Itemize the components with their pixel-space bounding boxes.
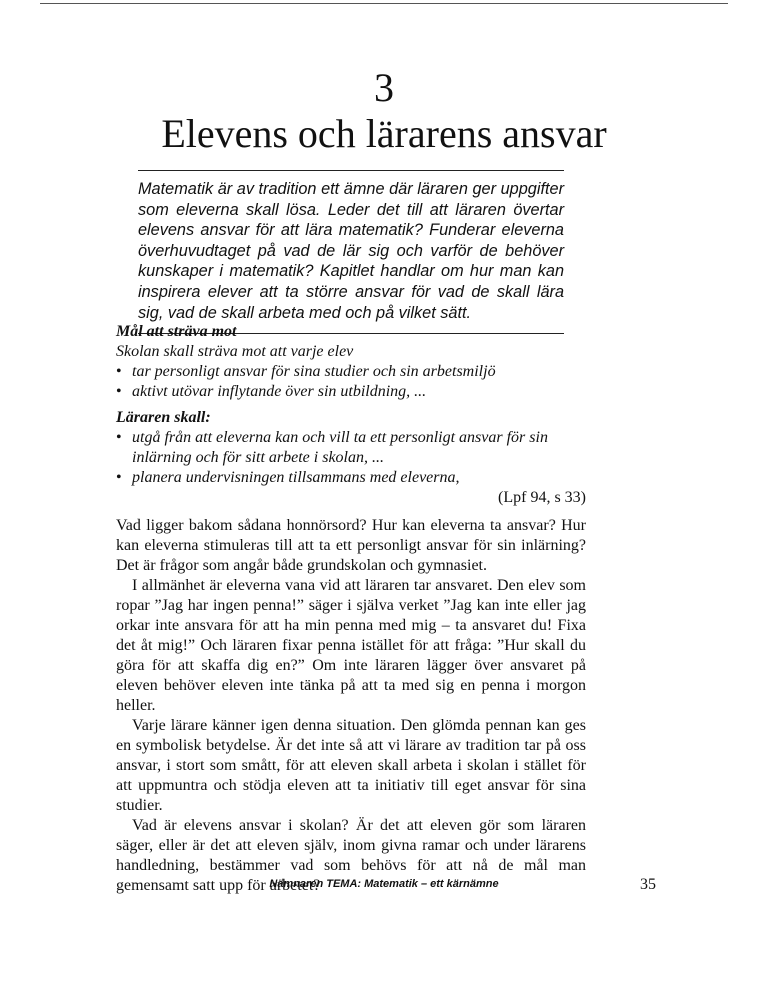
paragraph-4: Vad är elevens ansvar i skolan? Är det att eleven gör som läraren säger, eller är det att eleven själv, inom givna ramar och under lärarens handledning, bestämmer vad som behövs för att nå de mål man gemensamt satt upp för arbetet? [116,817,586,894]
goals-heading: Mål att sträva mot [116,323,237,340]
goals-item-1: • tar personligt ansvar för sina studier och sin arbetsmiljö [116,362,586,382]
top-rule [40,3,728,4]
teacher-list [116,428,586,488]
chapter-number: 3 [374,65,394,110]
body-text [116,322,586,896]
chapter-title: Elevens och lärarens ansvar [161,111,607,156]
teacher-item-2: • planera undervisningen tillsammans med eleverna, [116,468,586,488]
chapter-abstract [138,170,564,334]
paragraph-2: I allmänhet är eleverna vana vid att läraren tar ansvaret. Den elev som ropar ”Jag har ingen penna!” säger i själva verket ”Jag kan inte eller jag orkar inte ansvara för att ha min penna med mig – ta ansvaret du! Fixa det åt mig!” Och läraren fixar penna istället för att fråga: ”Hur skall du göra för att skaffa dig en?” Om inte läraren lägger över ansvaret på eleven behöver eleven inte tänka på att ta med sig en penna i morgon heller. [116,577,586,714]
goals-intro: Skolan skall sträva mot att varje elev [116,343,354,360]
paragraph-1: Vad ligger bakom sådana honnörsord? Hur kan eleverna ta ansvar? Hur kan eleverna stimuleras till att ta ett personligt ansvar för sin inlärning? Det är frågor som angår både grundskolan och gymnasiet. [116,517,586,574]
paragraph-3: Varje lärare känner igen denna situation. Den glömda pennan kan ges en symbolisk betydelse. Är det inte så att vi lärare av tradition tar på oss ansvar, i stort som smått, för att eleven skall arbeta i skolan i stället för att uppmuntra och stödja eleven att ta initiativ till eget ansvar för sina studier. [116,717,586,814]
page-number: 35 [640,876,656,893]
citation: (Lpf 94, s 33) [498,489,586,506]
goals-item-2: • aktivt utövar inflytande över sin utbildning, ... [116,382,586,402]
running-footer: Nämnaren TEMA: Matematik – ett kärnämne [269,878,499,890]
teacher-item-1: • utgå från att eleverna kan och vill ta ett personligt ansvar för sin inlärning och för sitt arbete i skolan, ... [116,428,586,468]
goals-list [116,362,586,402]
abstract-text: Matematik är av tradition ett ämne där läraren ger uppgifter som eleverna skall lösa. Leder det till att läraren övertar elevens ansvar för att lära matematik? Funderar eleverna överhuvudtaget på vad de lär sig och varför de behöver kunskaper i matematik? Kapitlet handlar om hur man kan inspirera elever att ta större ansvar för vad de skall lära sig, vad de skall arbeta med och på vilket sätt. [138,180,564,322]
teacher-heading: Läraren skall: [116,409,211,426]
